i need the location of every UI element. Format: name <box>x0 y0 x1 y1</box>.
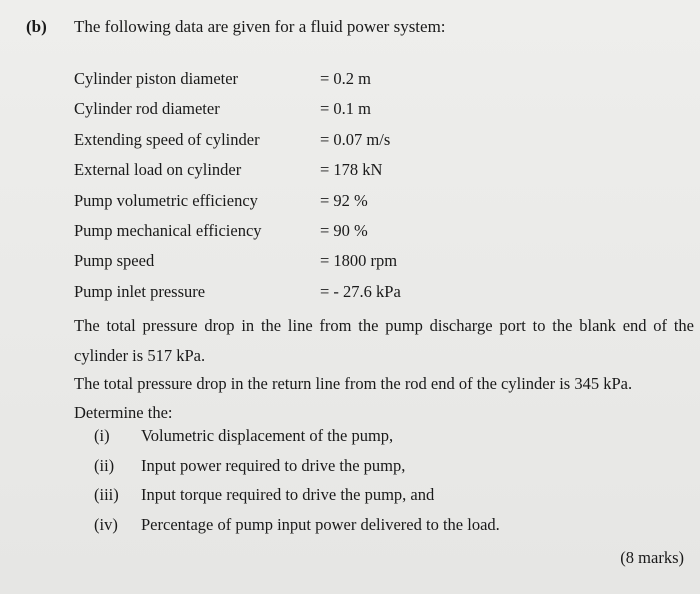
parameter-value: = 178 kN <box>320 160 383 180</box>
parameter-value: = 0.07 m/s <box>320 129 391 149</box>
task-text: Percentage of pump input power delivered to the load. <box>141 515 500 535</box>
parameter-name: Pump volumetric efficiency <box>74 190 258 210</box>
task-text: Input torque required to drive the pump, and <box>141 485 435 505</box>
parameter-value: = 0.2 m <box>320 69 372 88</box>
parameter-value: = 92 % <box>320 190 368 210</box>
parameter-value: = 1800 rpm <box>320 251 398 271</box>
determine-heading: Determine the: <box>74 403 173 422</box>
task-text: Volumetric displacement of the pump, <box>141 426 394 445</box>
task-number: (iii) <box>94 485 119 505</box>
pressure-drop-return-text: The total pressure drop in the return line from the rod end of the cylinder is 345 kPa. <box>74 374 633 393</box>
parameter-name: Pump speed <box>74 251 155 271</box>
task-number: (iv) <box>94 515 118 535</box>
parameter-name: Extending speed of cylinder <box>74 129 260 149</box>
task-text: Input power required to drive the pump, <box>141 455 406 475</box>
task-number: (i) <box>94 426 110 445</box>
question-title: The following data are given for a fluid power system: <box>74 17 446 36</box>
question-label: (b) <box>26 17 47 36</box>
parameter-value: = 0.1 m <box>320 99 372 119</box>
parameter-name: Pump inlet pressure <box>74 281 206 301</box>
parameter-name: Cylinder rod diameter <box>74 99 220 119</box>
parameter-name: External load on cylinder <box>74 160 242 180</box>
parameter-value: = 90 % <box>320 220 368 240</box>
parameter-name: Pump mechanical efficiency <box>74 220 262 240</box>
parameter-name: Cylinder piston diameter <box>74 69 239 88</box>
task-number: (ii) <box>94 455 115 475</box>
parameter-value: = - 27.6 kPa <box>320 281 401 301</box>
marks-label: (8 marks) <box>620 548 684 567</box>
pressure-drop-supply-text: The total pressure drop in the line from the pump discharge port to the blank end of the cylinder is 517 kPa. <box>74 316 694 365</box>
